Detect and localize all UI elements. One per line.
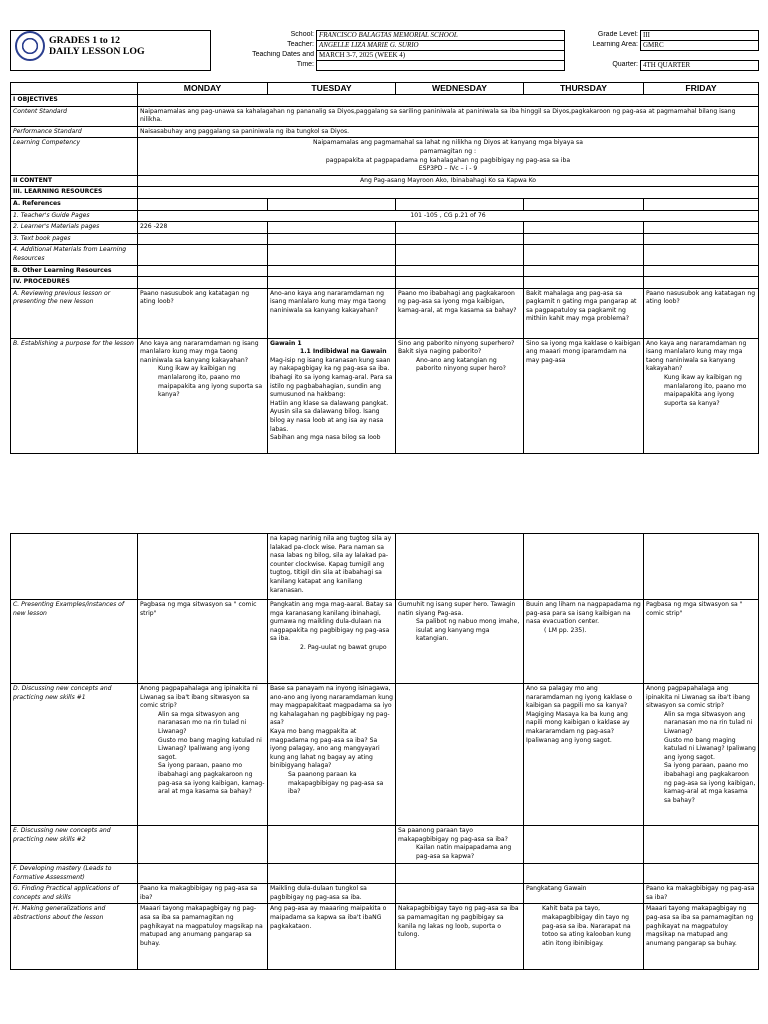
tg-label: 1. Teacher's Guide Pages [11,210,138,222]
objectives-label: I OBJECTIVES [11,95,138,107]
proc-a-monday: Paano nasusubok ang katatagan ng ating loob? [138,288,268,338]
resources-label: III. LEARNING RESOURCES [11,187,138,199]
proc-c-thursday: Buuin ang liham na nagpapadama ng pag-asa para sa isang kaibigan na nasa evacuation center. ( LM pp. 235). [524,600,644,684]
dates-label: Teaching Dates and [252,50,314,58]
day-header-row [11,83,759,95]
content-standard-label: Content Standard [11,106,138,126]
proc-g-thursday: Pangkatang Gawain [524,884,644,904]
proc-c-monday: Pagbasa ng mga sitwasyon sa " comic strip" [138,600,268,684]
proc-a-label: A. Reviewing previous lesson or presenting the new lesson [11,288,138,338]
area-label: Learning Area: [592,40,638,48]
deped-seal-icon [15,31,45,61]
competency-text: Naipamamalas ang pagmamahal sa lahat ng nilikha ng Diyos at kanyang mga biyaya sa pamamagitan ng : pagpapakita at pagpapadama ng kahalagahan ng pagbibigay ng pag-asa sa iba ESP3PD – IVc – i - 9 [138,138,759,175]
day-tuesday: TUESDAY [268,83,396,95]
proc-d-friday: Anong pagpapahalaga ang ipinakita ni Liwanag sa iba't ibang sitwasyon sa comic strip? Alin sa mga sitwasyon ang naranasan mo na rin tulad ni Liwanag? Gusto mo bang maging katulad ni Liwanag? Ipaliwang ang iyong sagot. Sa iyong paraan, paano mo ibabahagi ang pagkakaroon ng pag-asa sa iyong kaibigan, kamag-aral at mga kasama sa bahay? [644,684,759,826]
references-label: A. References [11,198,138,210]
quarter-label: Quarter: [612,60,638,68]
dates-value: MARCH 3-7, 2025 (WEEK 4) [317,51,565,61]
title-block [11,31,211,71]
proc-b-wednesday: Sino ang paborito ninyong superhero? Bakit siya naging paborito? Ano-ano ang katangian ng paborito ninyong super hero? [396,338,524,453]
title-line-1: GRADES 1 to 12 [49,35,121,46]
proc-h-label: H. Making generalizations and abstractions about the lesson [11,904,138,970]
proc-h-friday: Maaari tayong makapagbigay ng pag-asa sa iba sa pamamagitan ng paghikayat na magpatuloy magsikap na matupad ang anumang pangarap sa buhay. [644,904,759,970]
additional-label: 4. Additional Materials from Learning Resources [11,245,138,265]
proc-b-monday: Ano kaya ang nararamdaman ng isang manlalaro kung may mga taong naniniwala sa kanyang kakayahan? Kung ikaw ay kaibigan ng manlalarong ito, paano mo maipapakita ang iyong suporta sa kanya? [138,338,268,453]
lesson-log-page-1 [10,30,758,454]
proc-a-tuesday: Ano-ano kaya ang nararamdaman ng isang manlalaro kung may mga taong naniniwala sa kanyang kakayahan? [268,288,396,338]
content-standard-text: Naipamamalas ang pag-unawa sa kahalagahan ng pananalig sa Diyos,paggalang sa sariling paniniwala at paniniwala sa iba hinggil sa Diyos,pagkakaroon ng pag-asa at pagmamahal bilang isang nilikha. [138,106,759,126]
content-text: Ang Pag-asang Mayroon Ako, Ibinabahagi Ko sa Kapwa Ko [138,175,759,187]
performance-standard-label: Performance Standard [11,126,138,138]
lm-label: 2. Learner's Materials pages [11,222,138,234]
proc-b-tuesday: Gawain 1 1.1 Indibidwal na Gawain Mag-isip ng isang karanasan kung saan ay nakapagbigay ka ng pag-asa sa iba. Ibahagi ito sa iyong kamag-aral. Para sa istilo ng pagbabahagian, sundin ang sumusunod na hakbang: Hatiin ang klase sa dalawang pangkat. Ayusin sila sa dalawang bilog. Isang bilog ay nasa loob at ang isa ay nasa labas. Sabihan ang mga nasa bilog sa loob [268,338,396,453]
proc-e-wednesday: Sa paanong paraan tayo makapagbibigay ng pag-asa sa iba? Kailan natin maipapadama ang pag-asa sa kapwa? [396,826,524,864]
proc-a-thursday: Bakit mahalaga ang pag-asa sa pagkamit n gating mga pangarap at sa pagpapatuloy sa pagkamit ng mithiin kahit may mga problema? [524,288,644,338]
performance-standard-text: Naisasabuhay ang paggalang sa paniniwala ng iba tungkol sa Diyos. [138,126,759,138]
proc-a-friday: Paano nasusubok ang katatagan ng ating loob? [644,288,759,338]
competency-label: Learning Competency [11,138,138,175]
proc-a-wednesday: Paano mo ibabahagi ang pagkakaroon ng pag-asa sa iyong mga kaibigan, kamag-aral, at mga kasama sa bahay? [396,288,524,338]
textbook-label: 3. Text book pages [11,233,138,245]
school-label: School: [290,30,314,38]
proc-d-tuesday: Base sa panayam na inyong isinagawa, ano-ano ang iyong nararamdaman kung may magpapakitaat magpadama sa iyo ng kahalagahan ng pagbibigay ng pag-asa? Kaya mo bang magpakita at magpadama ng pag-asa sa iba? Sa iyong palagay, ano ang mangyayari kung ang lahat ng bagay ay ating binibigyang halaga? Sa paanong paraan ka makapagbibigay ng pag-asa sa iba? [268,684,396,826]
proc-g-tuesday: Maikling dula-dulaan tungkol sa pagbibigay ng pag-asa sa iba. [268,884,396,904]
proc-h-wednesday: Nakapagbibigay tayo ng pag-asa sa iba sa pamamagitan ng pagbibigay sa kanila ng lakas ng loob, suporta o tulong. [396,904,524,970]
content-label: II CONTENT [11,175,138,187]
proc-f-label: F. Developing mastery (Leads to Formative Assessment) [11,864,138,884]
proc-d-thursday: Ano sa palagay mo ang nararamdaman ng iyong kaklase o kaibigan sa pagpili mo sa kanya? Magiging Masaya ka ba kung ang napili mong kaibigan o kaklase ay makararamdam ng pag-asa? Ipaliwanag ang iyong sagot. [524,684,644,826]
proc-b-label: B. Establishing a purpose for the lesson [11,338,138,453]
title-line-2: DAILY LESSON LOG [49,46,145,57]
proc-g-friday: Paano ka makagbibigay ng pag-asa sa iba? [644,884,759,904]
day-thursday: THURSDAY [524,83,644,95]
proc-e-label: E. Discussing new concepts and practicing new skills #2 [11,826,138,864]
proc-c-friday: Pagbasa ng mga sitwasyon sa " comic strip" [644,600,759,684]
lesson-log-page-2 [10,533,758,970]
day-monday: MONDAY [138,83,268,95]
area-value: GMRC [641,41,759,51]
proc-b-tuesday-continued: na kapag narinig nila ang tugtog sila ay lalakad pa-clock wise. Para naman sa nasa labas ng bilog, sila ay lalakad pa-counter clockwise. Kapag tumigil ang tugtog, titigil din sila at ibabahagi sa kanilang katapat ang kanilang karanasan. [268,534,396,600]
procedures-table-2 [10,533,759,970]
procedures-table-1 [10,82,759,454]
tg-text: 101 -105 , CG p.21 of 76 [138,210,759,222]
time-label: Time: [296,60,314,68]
proc-d-monday: Anong pagpapahalaga ang ipinakita ni Liwanag sa iba't ibang sitwasyon sa comic strip? Alin sa mga sitwasyon ang naranasan mo na rin tulad ni Liwanag? Gusto mo bang maging katulad ni Liwanag? Ipaliwang ang iyong sagot. Sa iyong paraan, paano mo ibabahagi ang pagkakaroon ng pag-asa sa iyong kaibigan, kamag-aral at mga kasama sa bahay? [138,684,268,826]
proc-h-thursday: Kahit bata pa tayo, makapagbibigay din tayo ng pag-asa sa iba. Nararapat na totoo sa ating kalooban kung atin itong ibinibigay. [524,904,644,970]
day-wednesday: WEDNESDAY [396,83,524,95]
grade-label: Grade Level: [597,30,638,38]
procedures-label: IV. PROCEDURES [11,277,138,289]
proc-b-thursday: Sino sa iyong mga kaklase o kaibigan ang maaari mong iparamdam na may pag-asa [524,338,644,453]
proc-h-tuesday: Ang pag-asa ay maaaring maipakita o maipadama sa kapwa sa iba't ibaNG pagkakataon. [268,904,396,970]
school-value: FRANCISCO BALAGTAS MEMORIAL SCHOOL [317,31,565,41]
day-friday: FRIDAY [644,83,759,95]
proc-g-label: G. Finding Practical applications of concepts and skills [11,884,138,904]
proc-h-monday: Maaari tayong makapagbigay ng pag-asa sa iba sa pamamagitan ng paghikayat na magpatuloy magsikap na matupad ang anumang pangarap sa buhay. [138,904,268,970]
proc-g-monday: Paano ka makagbibigay ng pag-asa sa iba? [138,884,268,904]
proc-c-tuesday: Pangkatin ang mga mag-aaral. Batay sa mga karanasang kanilang ibinahagi, gumawa ng maikling dula-dulaan na nagpapakita ng pagbibigay ng pag-asa sa iba. 2. Pag-uulat ng bawat grupo [268,600,396,684]
grade-value: III [641,31,759,41]
proc-d-label: D. Discussing new concepts and practicing new skills #1 [11,684,138,826]
proc-c-wednesday: Gumuhit ng isang super hero. Tawagin natin siyang Pag-asa. Sa palibot ng nabuo mong imahe, isulat ang kanyang mga katangian. [396,600,524,684]
lm-monday: 226 -228 [138,222,268,234]
other-resources-label: B. Other Learning Resources [11,265,138,277]
header-table [10,30,759,71]
quarter-value: 4TH QUARTER [641,61,759,71]
proc-c-label: C. Presenting Examples/instances of new lesson [11,600,138,684]
teacher-value: ANGELLE LIZA MARIE G. SURIO [317,41,565,51]
time-value [317,61,565,71]
teacher-label: Teacher: [287,40,314,48]
proc-b-friday: Ano kaya ang nararamdaman ng isang manlalaro kung may mga taong naniniwala sa kanyang kakayahan? Kung ikaw ay kaibigan ng manlalarong ito, paano mo maipapakita ang iyong suporta sa kanya? [644,338,759,453]
